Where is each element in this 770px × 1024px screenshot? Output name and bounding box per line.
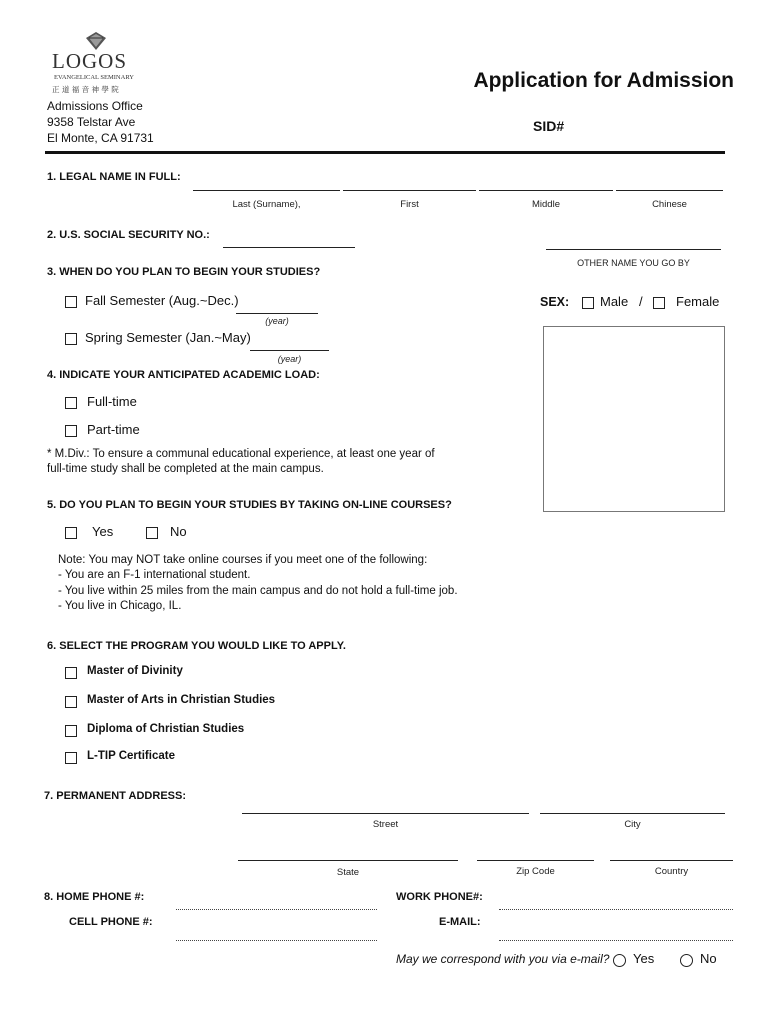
street-field[interactable] [242,813,529,814]
online-yes-checkbox[interactable] [65,527,77,539]
spring-year-field[interactable] [250,350,329,351]
sid-label: SID# [533,118,565,134]
logo-word: LOGOS [52,49,128,73]
program-macs-label: Master of Arts in Christian Studies [87,694,276,706]
caption-last: Last (Surname), [232,199,301,210]
program-diploma-label: Diploma of Christian Studies [87,723,245,735]
photo-box[interactable] [543,326,725,512]
work-phone-field[interactable] [499,909,733,910]
chinese-name-field[interactable] [616,190,723,191]
correspond-yes-label: Yes [633,951,655,966]
correspond-yes-radio[interactable] [613,954,626,967]
female-checkbox[interactable] [653,297,665,309]
ssn-field[interactable] [223,247,355,248]
email-field[interactable] [499,940,733,941]
header-divider [45,151,725,154]
male-label: Male [600,294,629,309]
part-time-checkbox[interactable] [65,425,77,437]
country-caption: Country [654,866,689,877]
mdiv-note-line2: full-time study shall be completed at the main campus. [47,463,324,475]
program-mdiv-checkbox[interactable] [65,667,77,679]
logo [50,32,150,96]
other-name-caption: OTHER NAME YOU GO BY [577,258,690,268]
q2-label: 2. U.S. SOCIAL SECURITY NO.: [47,229,210,241]
online-no-checkbox[interactable] [146,527,158,539]
logo-chinese: 正 道 福 音 神 學 院 [52,85,119,94]
program-ltip-label: L-TIP Certificate [87,750,175,762]
city-field[interactable] [540,813,725,814]
fall-semester-checkbox[interactable] [65,296,77,308]
fall-year-caption: (year) [265,316,289,326]
q6-label: 6. SELECT THE PROGRAM YOU WOULD LIKE TO APPLY. [47,640,346,652]
caption-first: First [400,199,419,210]
male-checkbox[interactable] [582,297,594,309]
fall-year-field[interactable] [236,313,318,314]
caption-chinese: Chinese [652,199,687,210]
online-yes-label: Yes [92,524,114,539]
sex-label: SEX: [540,295,570,309]
program-diploma-checkbox[interactable] [65,725,77,737]
online-note-line1: Note: You may NOT take online courses if you meet one of the following: [58,554,428,566]
page-title: Application for Admission [473,69,734,92]
state-field[interactable] [238,860,458,861]
correspond-no-label: No [700,951,717,966]
online-note-line4: - You live in Chicago, IL. [58,600,182,612]
email-correspond-question: May we correspond with you via e-mail? [396,952,610,966]
country-field[interactable] [610,860,733,861]
q4-label: 4. INDICATE YOUR ANTICIPATED ACADEMIC LOAD: [47,369,320,381]
q5-label: 5. DO YOU PLAN TO BEGIN YOUR STUDIES BY TAKING ON-LINE COURSES? [47,499,452,511]
cell-phone-label: CELL PHONE #: [69,916,153,928]
other-name-field[interactable] [546,249,721,250]
work-phone-label: WORK PHONE#: [396,891,483,903]
online-note-line2: - You are an F-1 international student. [58,569,251,581]
mdiv-note-line1: * M.Div.: To ensure a communal educational experience, at least one year of [47,448,435,460]
cell-phone-field[interactable] [176,940,377,941]
full-time-label: Full-time [87,394,137,409]
office-city: El Monte, CA 91731 [47,131,154,145]
sex-separator: / [639,294,643,309]
zip-caption: Zip Code [516,866,555,877]
first-name-field[interactable] [343,190,476,191]
fall-semester-label: Fall Semester (Aug.~Dec.) [85,293,239,308]
logo-emblem-icon [86,32,106,50]
q1-label: 1. LEGAL NAME IN FULL: [47,171,181,183]
online-note-line3: - You live within 25 miles from the main campus and do not hold a full-time job. [58,585,458,597]
spring-semester-label: Spring Semester (Jan.~May) [85,330,251,345]
female-label: Female [676,294,720,309]
email-label: E-MAIL: [439,916,481,928]
spring-semester-checkbox[interactable] [65,333,77,345]
full-time-checkbox[interactable] [65,397,77,409]
logo-subtitle: EVANGELICAL SEMINARY [54,74,134,81]
correspond-no-radio[interactable] [680,954,693,967]
program-mdiv-label: Master of Divinity [87,665,183,677]
q7-label: 7. PERMANENT ADDRESS: [44,790,186,802]
q3-label: 3. WHEN DO YOU PLAN TO BEGIN YOUR STUDIES? [47,266,321,278]
home-phone-field[interactable] [176,909,377,910]
street-caption: Street [372,819,399,830]
part-time-label: Part-time [87,422,140,437]
program-ltip-checkbox[interactable] [65,752,77,764]
city-caption: City [624,819,641,830]
caption-middle: Middle [532,199,560,210]
spring-year-caption: (year) [277,354,302,364]
last-name-field[interactable] [193,190,340,191]
state-caption: State [336,867,360,878]
admissions-office: Admissions Office [47,99,143,113]
office-street: 9358 Telstar Ave [47,115,136,129]
program-macs-checkbox[interactable] [65,696,77,708]
zip-field[interactable] [477,860,594,861]
home-phone-label: 8. HOME PHONE #: [44,891,145,903]
online-no-label: No [170,524,187,539]
middle-name-field[interactable] [479,190,613,191]
